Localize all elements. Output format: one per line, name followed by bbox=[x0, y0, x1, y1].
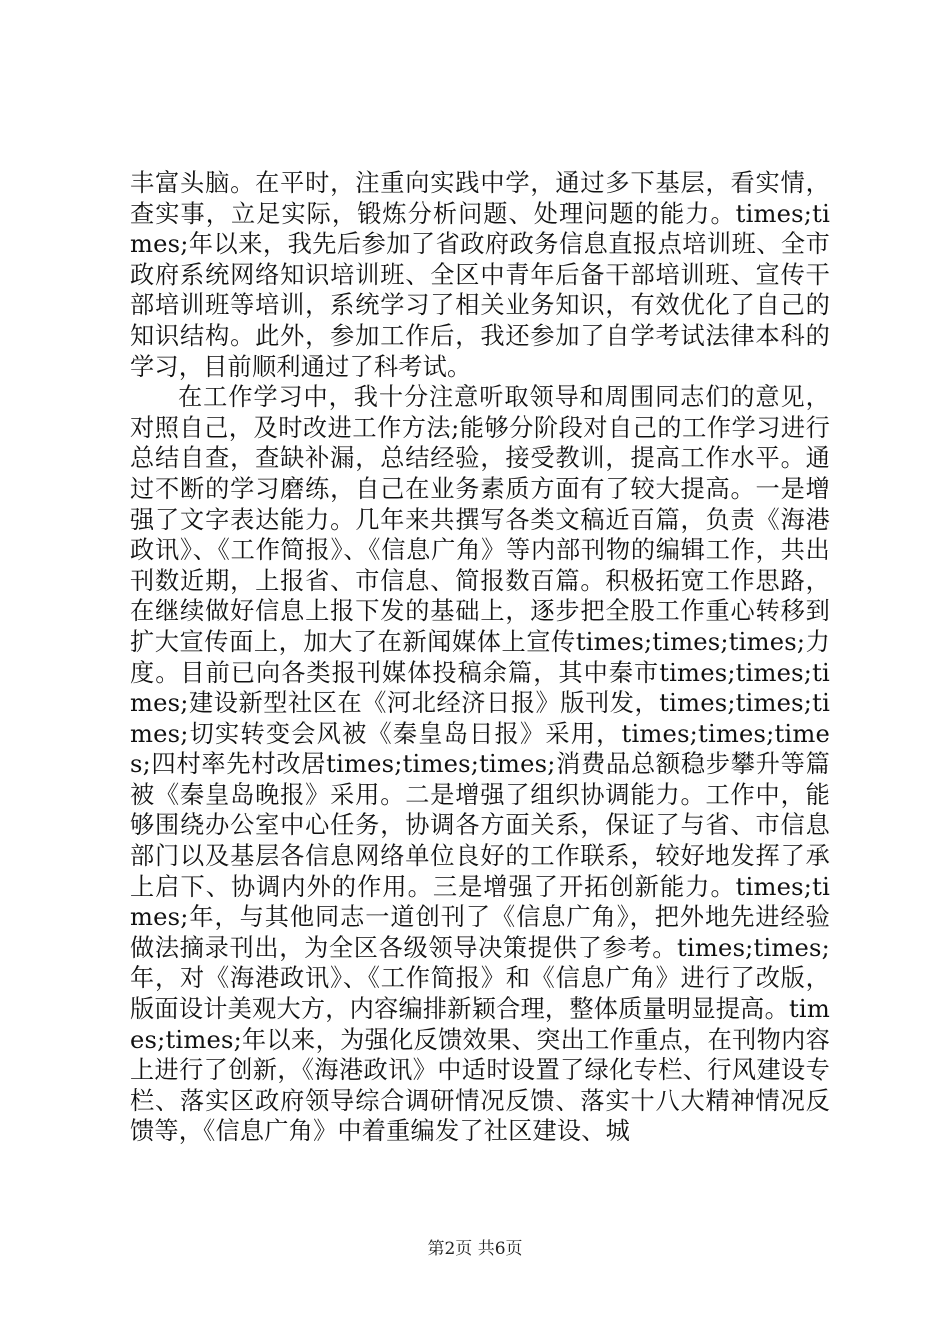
paragraph-1: 丰富头脑。在平时，注重向实践中学，通过多下基层，看实情，查实事，立足实际，锻炼分析问题、处理问题的能力。times;times;年以来，我先后参加了省政府政务信息直报点培训班、全市政府系统网络知识培训班、全区中青年后备干部培训班、宣传干部培训班等培训，系统学习了相关业务知识，有效优化了自己的知识结构。此外，参加工作后，我还参加了自学考试法律本科的学习，目前顺利通过了科考试。 bbox=[130, 169, 830, 381]
paragraph-2: 在工作学习中，我十分注意听取领导和周围同志们的意见，对照自己，及时改进工作方法;能够分阶段对自己的工作学习进行总结自查，查缺补漏，总结经验，接受教训，提高工作水平。通过不断的学习磨练，自己在业务素质方面有了较大提高。一是增强了文字表达能力。几年来共撰写各类文稿近百篇，负责《海港政讯》、《工作简报》、《信息广角》等内部刊物的编辑工作，共出刊数近期，上报省、市信息、简报数百篇。积极拓宽工作思路，在继续做好信息上报下发的基础上，逐步把全股工作重心转移到扩大宣传面上，加大了在新闻媒体上宣传times;times;times;力度。目前已向各类报刊媒体投稿余篇，其中秦市times;times;times;建设新型社区在《河北经济日报》版刊发，times;times;times;切实转变会风被《秦皇岛日报》采用，times;times;times;四村率先村改居times;times;times;消费品总额稳步攀升等篇被《秦皇岛晚报》采用。二是增强了组织协调能力。工作中，能够围绕办公室中心任务，协调各方面关系，保证了与省、市信息部门以及基层各信息网络单位良好的工作联系，较好地发挥了承上启下、协调内外的作用。三是增强了开拓创新能力。times;times;年，与其他同志一道创刊了《信息广角》，把外地先进经验做法摘录刊出，为全区各级领导决策提供了参考。times;times;年，对《海港政讯》、《工作简报》和《信息广角》进行了改版，版面设计美观大方，内容编排新颖合理，整体质量明显提高。times;times;年以来，为强化反馈效果、突出工作重点，在刊物内容上进行了创新，《海港政讯》中适时设置了绿化专栏、行风建设专栏、落实区政府领导综合调研情况反馈、落实十八大精神情况反馈等，《信息广角》中着重编发了社区建设、城 bbox=[130, 383, 830, 1146]
body-text bbox=[130, 168, 830, 1147]
page-footer: 第2页 共6页 bbox=[427, 1239, 523, 1259]
